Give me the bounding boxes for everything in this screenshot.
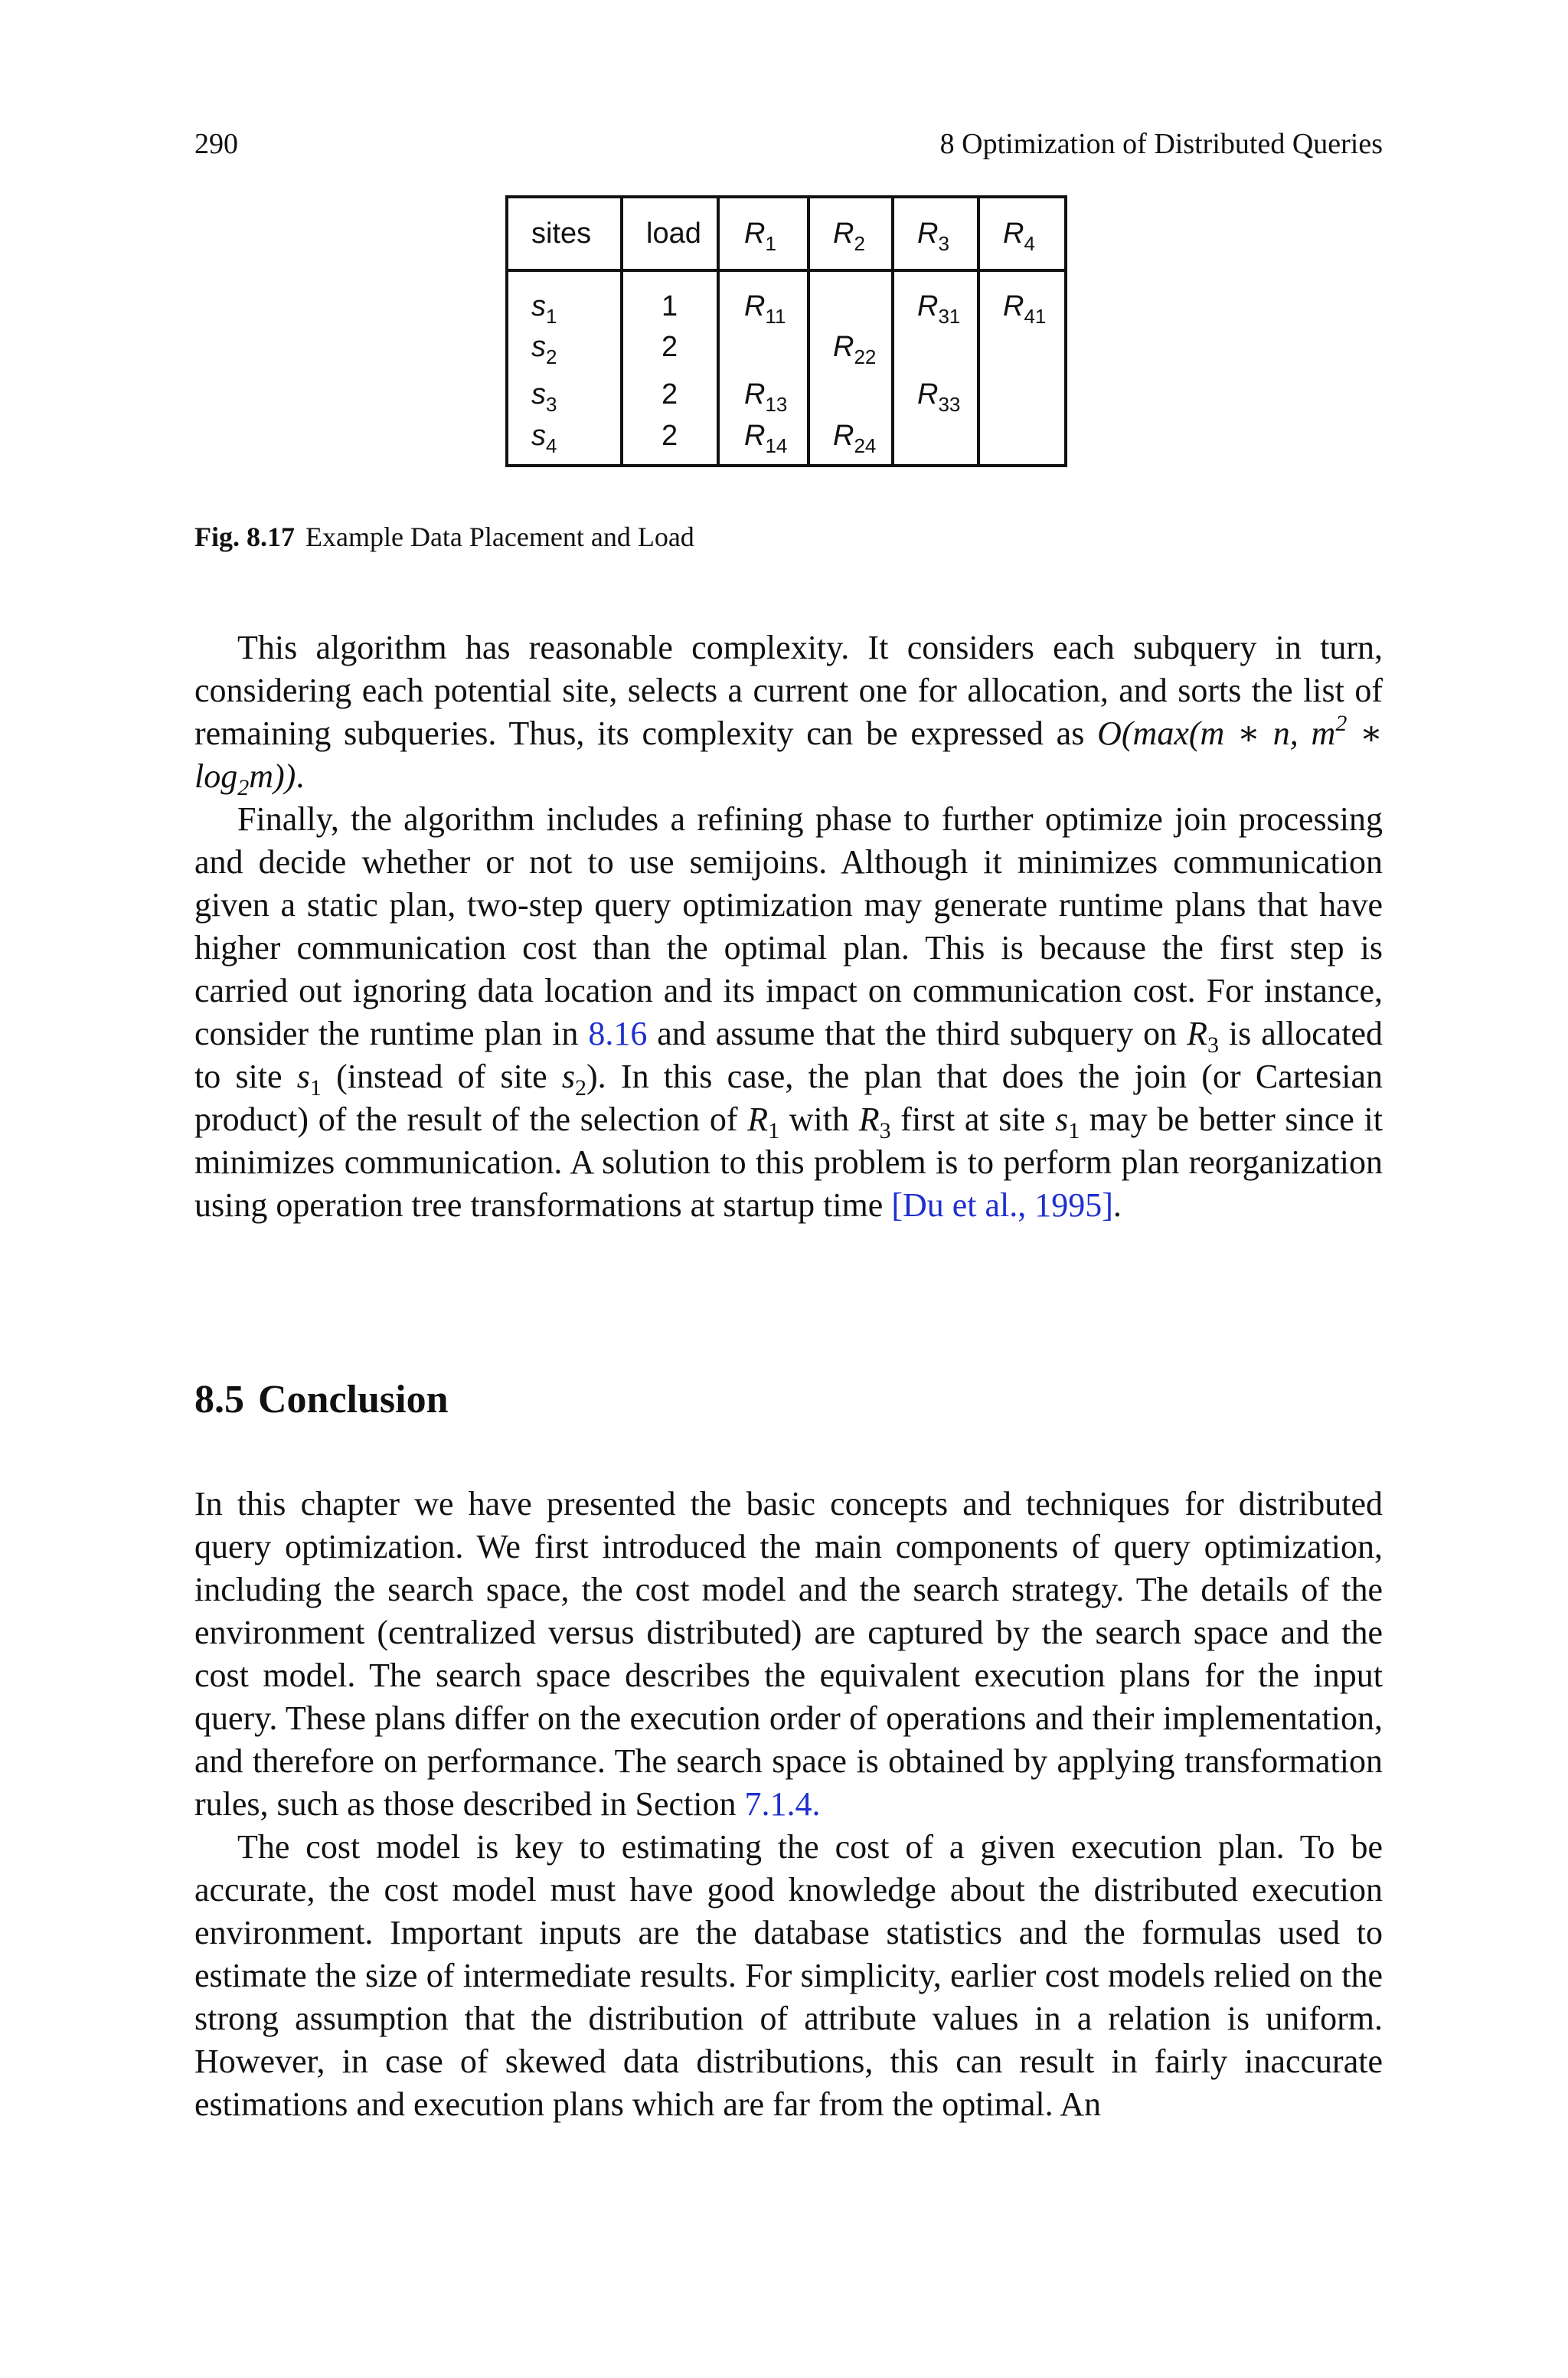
col-header-r4: $R_4$ [978,197,1066,270]
cell-r3: $R_{33}$ [893,371,978,418]
cell-site: $s_3$ [507,371,622,418]
data-placement-table [505,195,1067,467]
cell-r1 [718,323,808,371]
cell-r4: $R_{41}$ [978,270,1066,323]
table-row [507,371,1066,418]
cell-r1: $R_{11}$ [718,270,808,323]
col-header-r1: $R_1$ [718,197,808,270]
figure-8-16-link[interactable]: 8.16 [588,1015,648,1052]
table-row [507,323,1066,371]
cell-r3: $R_{31}$ [893,270,978,323]
cell-r3 [893,418,978,466]
cell-r2: $R_{24}$ [808,418,893,466]
col-header-r3: $R_3$ [893,197,978,270]
figure-caption [194,519,694,554]
col-header-sites: sites [507,197,622,270]
running-header [194,126,1383,162]
figure-caption-text: Example Data Placement and Load [305,522,694,552]
figure-label: Fig. 8.17 [194,522,295,552]
paragraph-complexity: This algorithm has reasonable complexity. It considers each subquery in turn, considering each potential site, selects a current one for allocation, and sorts the list of remaining subqueries. Thus, its complexity can be expressed as O(max(m ∗ n, $m^2$ ∗ $\log_2m$)). [194,629,1383,800]
cell-site: $s_2$ [507,323,622,371]
section-title: Conclusion [258,1378,449,1421]
complexity-formula: O(max(m ∗ n, $m^2$ ∗ $\log_2m$)) [194,711,1383,800]
section-number: 8.5 [194,1378,244,1421]
citation-du-1995-link[interactable]: [Du et al., 1995] [891,1186,1113,1224]
page-number: 290 [194,128,238,160]
paragraph-conclusion-intro: In this chapter we have presented the basic concepts and techniques for distributed query optimization. We first introduced the main components of query optimization, including the search space, the cost model and the search strategy. The details of the environment (centralized versus distributed) are captured by the search space and the cost model. The search space describes the equivalent execution plans for the input query. These plans differ on the execution order of operations and their implementation, and therefore on performance. The search space is obtained by applying transformation rules, such as those described in Section 7.1.4. [194,1485,1383,1823]
section-7-1-4-link[interactable]: 7.1.4. [744,1785,821,1823]
col-header-r2: $R_2$ [808,197,893,270]
cell-r4 [978,371,1066,418]
section-heading [194,1375,449,1425]
cell-r1: $R_{13}$ [718,371,808,418]
cell-load: 2 [622,371,718,418]
cell-load: 2 [622,418,718,466]
body-text-top [194,626,1383,1227]
chapter-title: 8 Optimization of Distributed Queries [939,128,1383,160]
table-row [507,270,1066,323]
cell-r2 [808,270,893,323]
cell-load: 1 [622,270,718,323]
cell-r2 [808,371,893,418]
paragraph-refining-phase: Finally, the algorithm includes a refining phase to further optimize join processing and decide whether or not to use semijoins. Although it minimizes communication given a static plan, two-step query optimization may generate runtime plans that have higher communication cost than the optimal plan. This is because the first step is carried out ignoring data location and its impact on communication cost. For instance, consider the runtime plan in 8.16 and assume that the third subquery on $R_3$ is allocated to site $s_1$ (instead of site $s_2$). In this case, the plan that does the join (or Cartesian product) of the result of the selection of $R_1$ with $R_3$ first at site $s_1$ may be better since it minimizes communication. A solution to this problem is to perform plan reorganization using operation tree transformations at startup time [Du et al., 1995]. [194,800,1383,1224]
cell-r4 [978,418,1066,466]
cell-site: $s_1$ [507,270,622,323]
cell-r2: $R_{22}$ [808,323,893,371]
cell-load: 2 [622,323,718,371]
col-header-load: load [622,197,718,270]
paragraph-cost-model: The cost model is key to estimating the cost of a given execution plan. To be accurate, the cost model must have good knowledge about the distributed execution environment. Important inputs are the database statistics and the formulas used to estimate the size of intermediate results. For simplicity, earlier cost models relied on the strong assumption that the distribution of attribute values in a relation is uniform. However, in case of skewed data distributions, this can result in fairly inaccurate estimations and execution plans which are far from the optimal. An [194,1828,1383,2123]
cell-r3 [893,323,978,371]
body-text-conclusion [194,1483,1383,2126]
cell-r1: $R_{14}$ [718,418,808,466]
table-header-row [507,197,1066,270]
table-row [507,418,1066,466]
cell-r4 [978,323,1066,371]
cell-site: $s_4$ [507,418,622,466]
